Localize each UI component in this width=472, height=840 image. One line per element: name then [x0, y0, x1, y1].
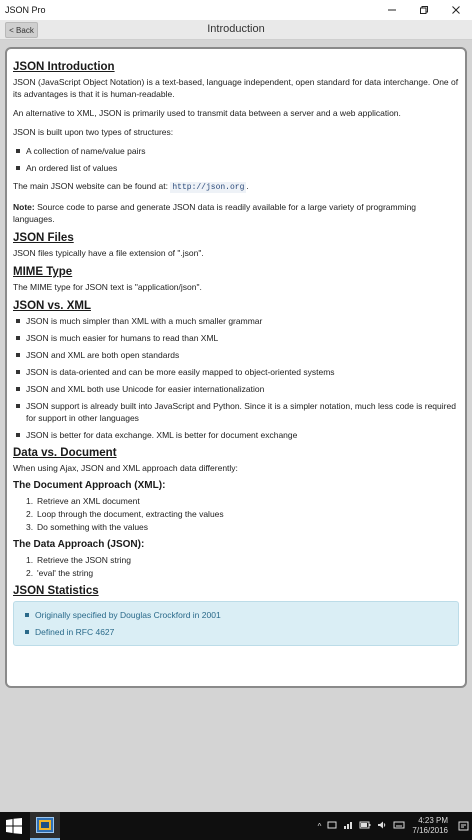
notification-icon: [458, 821, 469, 832]
window-titlebar: [0, 0, 472, 20]
close-button[interactable]: [440, 0, 472, 20]
page-navbar: [0, 20, 472, 40]
list-item: 2. 'eval' the string: [26, 568, 94, 578]
system-tray: [315, 812, 472, 840]
list-item: 1. Retrieve an XML document: [26, 496, 140, 506]
tray-device-icon[interactable]: [324, 820, 340, 832]
list-item: A collection of name/value pairs: [13, 145, 459, 157]
restore-button[interactable]: [408, 0, 440, 20]
subheading-data-approach: The Data Approach (JSON):: [13, 539, 145, 550]
battery-icon[interactable]: [356, 820, 374, 832]
intro-paragraph-2: An alternative to XML, JSON is primarily used to transmit data between a server and a web application.: [13, 108, 401, 118]
taskbar-clock[interactable]: [408, 816, 454, 836]
section-heading-statistics: JSON Statistics: [13, 585, 99, 597]
data-approach-steps: [13, 554, 459, 579]
list-item: An ordered list of values: [13, 162, 459, 174]
section-heading-intro: JSON Introduction: [13, 61, 115, 73]
network-icon[interactable]: [340, 820, 356, 832]
list-item: Originally specified by Douglas Crockford in 2001: [22, 609, 450, 621]
list-item: JSON support is already built into JavaScript and Python. Since it is a simpler notation, much less code is required for support in other languages: [13, 400, 459, 424]
section-heading-vs-xml: JSON vs. XML: [13, 300, 91, 312]
start-button[interactable]: [6, 818, 22, 834]
website-period: .: [246, 181, 249, 191]
list-item: 2. Loop through the document, extracting the values: [26, 509, 224, 519]
list-item: 3. Do something with the values: [26, 522, 149, 532]
back-button[interactable]: < Back: [5, 22, 38, 38]
restore-icon: [419, 5, 429, 15]
page-title: Introduction: [207, 23, 265, 35]
json-pro-app-icon: [36, 817, 54, 833]
keyboard-icon[interactable]: [390, 820, 408, 832]
vs-xml-list: [13, 315, 459, 441]
note-label: Note:: [13, 202, 35, 212]
tray-overflow-chevron-icon[interactable]: ^: [317, 821, 322, 831]
section-heading-data-vs-document: Data vs. Document: [13, 447, 117, 459]
intro-paragraph-1: JSON (JavaScript Object Notation) is a text-based, language independent, open standard for data interchange. One of its advantages is that it is human-readable.: [13, 77, 459, 99]
mime-paragraph: The MIME type for JSON text is "application/json".: [13, 282, 202, 292]
structures-list: [13, 145, 459, 174]
list-item: JSON is much simpler than XML with a much smaller grammar: [13, 315, 459, 327]
volume-icon[interactable]: [374, 820, 390, 832]
website-text: The main JSON website can be found at:: [13, 181, 168, 191]
note-text: Source code to parse and generate JSON data is readily available for a large variety of programming languages.: [13, 202, 417, 224]
list-item: JSON and XML both use Unicode for easier internationalization: [13, 383, 459, 395]
intro-paragraph-3: JSON is built upon two types of structures:: [13, 127, 174, 137]
section-heading-mime: MIME Type: [13, 266, 73, 278]
content-panel[interactable]: [5, 47, 467, 688]
clock-time: 4:23 PM: [418, 816, 448, 825]
clock-date: 7/16/2016: [412, 826, 448, 835]
document-approach-steps: [13, 495, 459, 533]
windows-logo-icon: [6, 818, 22, 834]
list-item: JSON and XML are both open standards: [13, 349, 459, 361]
action-center-button[interactable]: [454, 812, 472, 840]
taskbar-app-json-pro[interactable]: [30, 812, 60, 840]
statistics-list: [22, 609, 450, 638]
list-item: 1. Retrieve the JSON string: [26, 555, 132, 565]
section-heading-files: JSON Files: [13, 232, 74, 244]
website-link[interactable]: http://json.org: [172, 183, 245, 192]
list-item: JSON is data-oriented and can be more easily mapped to object-oriented systems: [13, 366, 459, 378]
statistics-info-box: [13, 601, 459, 646]
minimize-icon: [387, 5, 397, 15]
data-vs-doc-paragraph: When using Ajax, JSON and XML approach data differently:: [13, 463, 238, 473]
website-paragraph: [13, 180, 459, 194]
list-item: JSON is much easier for humans to read than XML: [13, 332, 459, 344]
close-icon: [451, 5, 461, 15]
note-paragraph: [13, 201, 459, 225]
app-title: JSON Pro: [5, 5, 46, 15]
subheading-document-approach: The Document Approach (XML):: [13, 480, 166, 491]
list-item: Defined in RFC 4627: [22, 626, 450, 638]
list-item: JSON is better for data exchange. XML is better for document exchange: [13, 429, 459, 441]
minimize-button[interactable]: [376, 0, 408, 20]
files-paragraph: JSON files typically have a file extension of ".json".: [13, 248, 204, 258]
taskbar: [0, 812, 472, 840]
